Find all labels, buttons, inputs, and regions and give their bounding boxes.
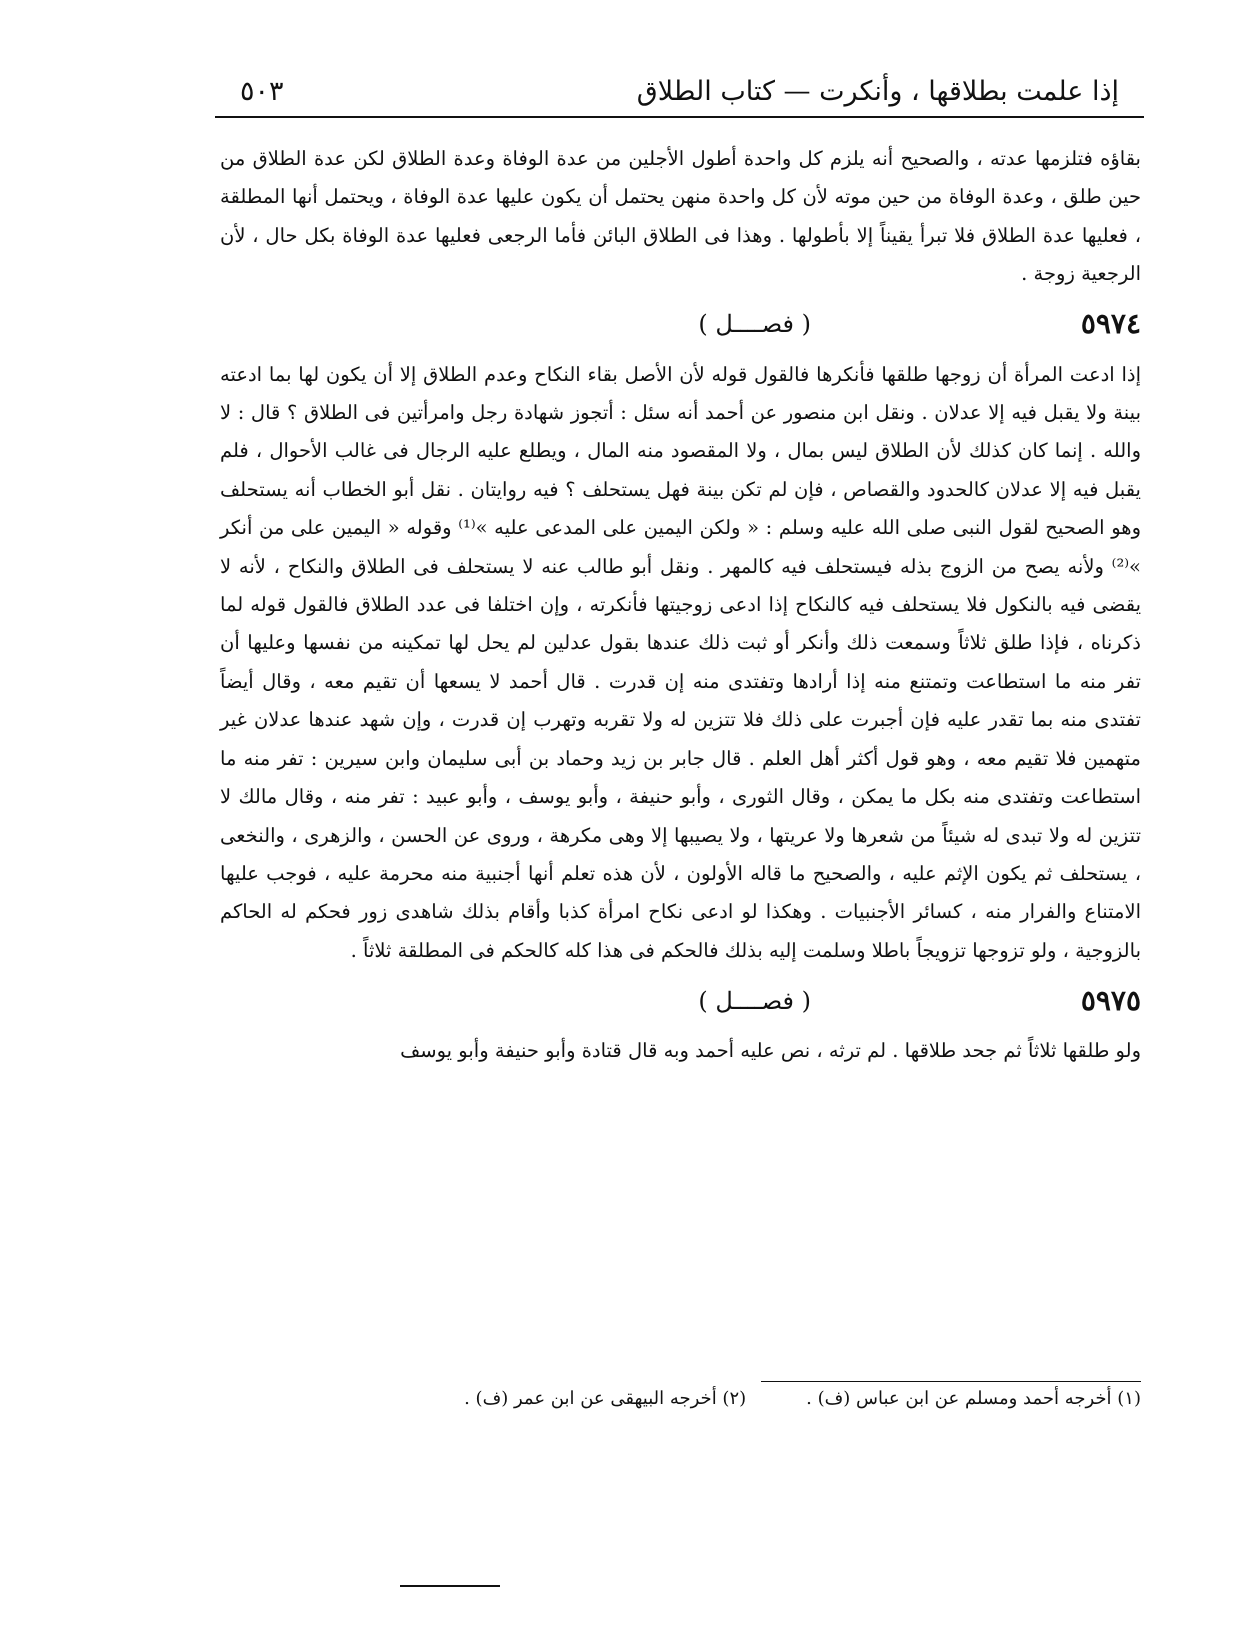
section-label: ( فصــــل ) (698, 986, 811, 1015)
page-number: ٥٠٣ (240, 75, 284, 107)
section-paragraph: إذا ادعت المرأة أن زوجها طلقها فأنكرها فالقول قوله لأن الأصل بقاء النكاح وعدم الطلاق إلا أن يكون لها بما ادعته بينة ولا يقبل فيه إلا عدلان . ونقل ابن منصور عن أحمد أنه سئل : أتجوز شهادة رجل وامرأتين فى الطلاق ؟ قال : لا والله . إنما كان كذلك لأن الطلاق ليس بمال ، ولا المقصود منه المال ، ويطلع عليه الرجال فى غالب الأحوال ، فلم يقبل فيه إلا عدلان كالحدود والقصاص ، فإن لم تكن بينة فهل يستحلف ؟ فيه روايتان . نقل أبو الخطاب أنه يستحلف وهو الصحيح لقول النبى صلى الله عليه وسلم : « ولكن اليمين على المدعى عليه »⁽¹⁾ وقوله « اليمين على من أنكر »⁽²⁾ ولأنه يصح من الزوج بذله فيستحلف فيه كالمهر . ونقل أبو طالب عنه لا يستحلف فى الطلاق والنكاح ، لأنه لا يقضى فيه بالنكول فلا يستحلف فيه كالنكاح إذا ادعى زوجيتها فأنكرته ، وإن اختلفا فى عدد الطلاق فالقول قوله لما ذكرناه ، فإذا طلق ثلاثاً وسمعت ذلك وأنكر أو ثبت ذلك عندها بقول عدلين لم يحل لها تمكينه من نفسها وعليها أن تفر منه ما استطاعت وتمتنع منه إذا أرادها وتفتدى منه إن قدرت . قال أحمد لا يسعها أن تقيم معه ، وقال أيضاً تفتدى منه بما تقدر عليه فإن أجبرت على ذلك فلا تتزين له ولا تقربه وتهرب إن قدرت ، وإن شهد عندها عدلان غير متهمين فلا تقيم معه ، وهو قول أكثر أهل العلم . قال جابر بن زيد وحماد بن أبى سليمان وابن سيرين : تفر منه ما استطاعت وتفتدى منه بكل ما يمكن ، وقال الثورى ، وأبو حنيفة ، وأبو يوسف ، وأبو عبيد : تفر منه ، وقال مالك لا تتزين له ولا تبدى له شيئاً من شعرها ولا عريتها ، ولا يصيبها إلا وهى مكرهة ، وروى عن الحسن ، والزهرى ، والنخعى ، يستحلف ثم يكون الإثم عليه ، والصحيح ما قاله الأولون ، لأن هذه تعلم أنها أجنبية منه محرمة عليه ، فوجب عليها الامتناع والفرار منه ، كسائر الأجنبيات . وهكذا لو ادعى نكاح امرأة كذبا وأقام بذلك شاهدى زور فحكم له الحاكم بالزوجية ، ولو تزوجها تزويجاً باطلا وسلمت إليه بذلك فالحكم فى هذا كله كالحكم فى المطلقة ثلاثاً . (220, 362, 1141, 962)
footnotes (464, 1388, 1141, 1409)
bottom-divider (400, 1585, 500, 1587)
section-paragraph: ولو طلقها ثلاثاً ثم جحد طلاقها . لم ترثه ، نص عليه أحمد وبه قال قتادة وأبو حنيفة وأبو يوسف (400, 1039, 1141, 1063)
footnote-2: (٢) أخرجه البيهقى عن ابن عمر (ف) . (464, 1388, 747, 1409)
section-label: ( فصــــل ) (698, 310, 811, 339)
running-title: إذا علمت بطلاقها ، وأنكرت — كتاب الطلاق (636, 75, 1119, 107)
section-heading-5975 (220, 970, 1141, 1032)
footnote-1: (١) أخرجه أحمد ومسلم عن ابن عباس (ف) . (806, 1388, 1141, 1409)
section-number: ٥٩٧٥ (1080, 983, 1141, 1017)
section-number: ٥٩٧٤ (1080, 307, 1141, 341)
intro-paragraph: بقاؤه فتلزمها عدته ، والصحيح أنه يلزم كل واحدة أطول الأجلين من عدة الوفاة وعدة الطلاق لكن عدة الطلاق من حين طلق ، وعدة الوفاة من حين موته لأن كل واحدة منهن يحتمل أن يكون عليها عدة الوفاة ، ويحتمل أنها المطلقة ، فعليها عدة الطلاق فلا تبرأ يقيناً إلا بأطولها . وهذا فى الطلاق البائن فأما الرجعى فعليها عدة الوفاة بكل حال ، لأن الرجعية زوجة . (220, 147, 1141, 286)
section-heading-5974 (220, 294, 1141, 356)
page-body (220, 140, 1141, 1071)
page-header (215, 66, 1144, 118)
footnote-divider (761, 1381, 1141, 1382)
